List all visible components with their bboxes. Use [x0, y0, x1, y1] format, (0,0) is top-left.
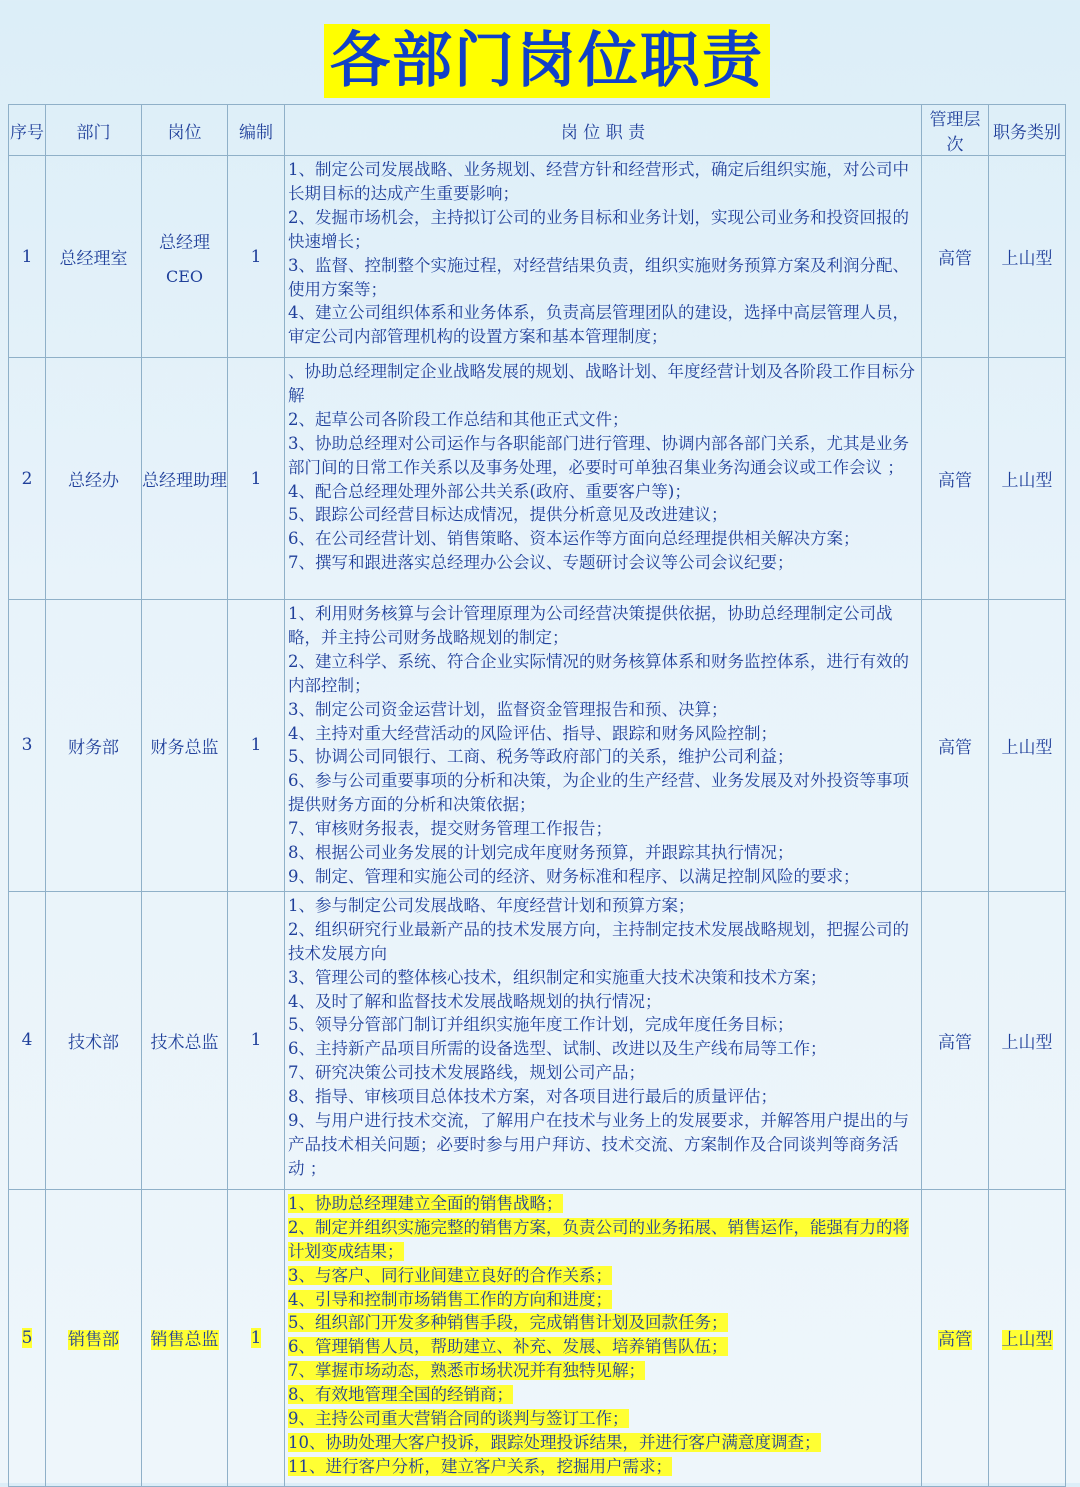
cell-no-text: 2 — [21, 468, 33, 489]
header-post: 岗位 — [142, 105, 228, 156]
duty-item — [288, 817, 919, 841]
duty-item-text: 7、审核财务报表，提交财务管理工作报告； — [288, 819, 612, 839]
cell-no-text: 4 — [21, 1030, 33, 1051]
duty-item-text: 6、在公司经营计划、销售策略、资本运作等方面向总经理提供相关解决方案； — [288, 529, 860, 549]
cell-dept — [46, 600, 142, 892]
header-row — [9, 105, 1066, 156]
cell-type — [989, 1189, 1066, 1486]
cell-type-text: 上山型 — [1001, 1330, 1053, 1351]
duty-item-text: 5、协调公司同银行、工商、税务等政府部门的关系，维护公司利益； — [288, 747, 794, 767]
duty-item-text: 1、制定公司发展战略、业务规划、经营方针和经营形式，确定后组织实施，对公司中长期目标的达成产生重要影响； — [288, 160, 909, 203]
duty-item-text: 7、撰写和跟进落实总经理办公会议、专题研讨会议等公司会议纪要； — [288, 553, 794, 573]
duty-item-text: 2、制定并组织实施完整的销售方案，负责公司的业务拓展、销售运作，能强有力的将计划变成结果； — [288, 1217, 909, 1261]
duty-item — [288, 1383, 919, 1407]
cell-level-text: 高管 — [938, 471, 972, 491]
duty-item-text: 8、有效地管理全国的经销商； — [288, 1385, 513, 1405]
cell-type — [989, 891, 1066, 1189]
cell-dept — [46, 1189, 142, 1486]
duty-item-text: 6、管理销售人员，帮助建立、补充、发展、培养销售队伍； — [288, 1337, 728, 1357]
header-no: 序号 — [9, 105, 46, 156]
duty-item-text: 1、利用财务核算与会计管理原理为公司经营决策提供依据，协助总经理制定公司战略，并主持公司财务战略规划的制定； — [288, 604, 893, 647]
cell-no — [9, 1189, 46, 1486]
duty-item — [288, 1455, 919, 1479]
cell-no — [9, 156, 46, 358]
cell-duties — [285, 1189, 922, 1486]
duty-item — [288, 894, 919, 918]
cell-type — [989, 358, 1066, 600]
cell-no — [9, 891, 46, 1189]
table-row — [9, 600, 1066, 892]
duty-item-text: 3、制定公司资金运营计划，监督资金管理报告和预、决算； — [288, 699, 728, 719]
duty-item — [288, 650, 919, 698]
cell-type-text: 上山型 — [1001, 471, 1053, 491]
cell-post — [142, 1189, 228, 1486]
duty-item — [288, 158, 919, 206]
cell-no-text: 5 — [21, 1327, 33, 1348]
cell-level — [922, 891, 989, 1189]
duty-item-text: 11、进行客户分析，建立客户关系，挖掘用户需求； — [288, 1456, 672, 1476]
cell-post-text: 总经理 — [159, 232, 210, 253]
header-dept: 部门 — [46, 105, 142, 156]
duty-item — [288, 769, 919, 817]
duty-item — [288, 551, 919, 575]
header-type: 职务类别 — [989, 105, 1066, 156]
duty-item — [288, 1288, 919, 1312]
cell-dept-text: 技术部 — [68, 1032, 119, 1053]
cell-post-text: 财务总监 — [150, 737, 219, 758]
cell-level — [922, 156, 989, 358]
duty-item — [288, 1109, 919, 1181]
duty-item-text: 5、组织部门开发多种销售手段，完成销售计划及回款任务； — [288, 1313, 728, 1333]
duty-item-text: 2、建立科学、系统、符合企业实际情况的财务核算体系和财务监控体系，进行有效的内部控制； — [288, 651, 909, 695]
duty-item — [288, 1311, 919, 1335]
duty-item — [288, 432, 919, 480]
cell-no — [9, 600, 46, 892]
cell-staff — [228, 156, 285, 358]
duty-item — [288, 480, 919, 504]
cell-level-text: 高管 — [938, 737, 972, 758]
duty-item-text: 3、协助总经理对公司运作与各职能部门进行管理、协调内部各部门关系，尤其是业务部门间的日常工作关系以及事务处理，必要时可单独召集业务沟通会议或工作会议 ； — [288, 433, 909, 477]
duty-item — [288, 527, 919, 551]
cell-level-text: 高管 — [938, 1330, 972, 1351]
page-title: 各部门岗位职责 — [324, 24, 770, 98]
duty-item — [288, 722, 919, 746]
duty-item-text: 5、跟踪公司经营目标达成情况，提供分析意见及改进建议； — [288, 505, 728, 525]
cell-post-text: 总经理助理 — [142, 471, 227, 491]
cell-level — [922, 358, 989, 600]
cell-dept-text: 总经理室 — [59, 249, 128, 269]
duty-item — [288, 1037, 919, 1061]
cell-post — [142, 891, 228, 1189]
duty-item — [288, 698, 919, 722]
cell-duties — [285, 156, 922, 358]
duty-item-text: 5、领导分管部门制订并组织实施年度工作计划，完成年度任务目标； — [288, 1015, 794, 1035]
duty-item — [288, 966, 919, 990]
duty-item — [288, 745, 919, 769]
cell-level-text: 高管 — [938, 249, 972, 269]
table-row — [9, 358, 1066, 600]
cell-staff-text: 1 — [250, 468, 262, 489]
duty-item — [288, 1216, 919, 1264]
duty-item-text: 4、及时了解和监督技术发展战略规划的执行情况； — [288, 991, 662, 1011]
cell-staff-text: 1 — [250, 735, 262, 756]
duty-item-text: 10、协助处理大客户投诉，跟踪处理投诉结果，并进行客户满意度调查； — [288, 1432, 821, 1452]
duty-item-text: 4、引导和控制市场销售工作的方向和进度； — [288, 1289, 612, 1309]
duty-item — [288, 865, 919, 889]
duty-item — [288, 1192, 919, 1216]
duty-item — [288, 1431, 919, 1455]
duty-item-text: 6、参与公司重要事项的分析和决策，为企业的生产经营、业务发展及对外投资等事项提供财务方面的分析和决策依据； — [288, 771, 909, 815]
duty-item — [288, 918, 919, 966]
cell-type-text: 上山型 — [1001, 249, 1053, 269]
duty-item — [288, 301, 919, 349]
table-row — [9, 891, 1066, 1189]
duty-item-text: 9、制定、管理和实施公司的经济、财务标准和程序、以满足控制风险的要求； — [288, 866, 860, 886]
header-duties: 岗 位 职 责 — [285, 105, 922, 156]
duty-item — [288, 841, 919, 865]
duty-item — [288, 1407, 919, 1431]
cell-staff — [228, 891, 285, 1189]
duty-item — [288, 254, 919, 302]
cell-duties — [285, 600, 922, 892]
duty-item — [288, 1085, 919, 1109]
cell-no — [9, 358, 46, 600]
cell-post-text: 技术总监 — [150, 1032, 219, 1053]
cell-duties — [285, 891, 922, 1189]
duty-item-text: 2、发掘市场机会，主持拟订公司的业务目标和业务计划，实现公司业务和投资回报的快速增长； — [288, 207, 909, 251]
duty-item-text: 1、参与制定公司发展战略、年度经营计划和预算方案； — [288, 895, 695, 915]
cell-post-text: 销售总监 — [150, 1330, 219, 1351]
cell-type — [989, 600, 1066, 892]
cell-dept — [46, 358, 142, 600]
duty-item-text: 8、根据公司业务发展的计划完成年度财务预算，并跟踪其执行情况； — [288, 843, 794, 863]
cell-dept-text: 销售部 — [68, 1330, 119, 1351]
duty-item — [288, 408, 919, 432]
duty-item — [288, 602, 919, 650]
cell-type — [989, 156, 1066, 358]
duty-item — [288, 990, 919, 1014]
cell-dept — [46, 156, 142, 358]
post-sub-label: CEO — [165, 266, 204, 286]
duty-item-text: 4、配合总经理处理外部公共关系(政府、重要客户等)； — [288, 481, 691, 501]
cell-type-text: 上山型 — [1001, 1032, 1053, 1053]
duty-item-text: 4、建立公司组织体系和业务体系，负责高层管理团队的建设，选择中高层管理人员，审定公司内部管理机构的设置方案和基本管理制度； — [288, 303, 909, 347]
cell-post — [142, 358, 228, 600]
cell-staff-text: 1 — [250, 1327, 262, 1348]
header-staff: 编制 — [228, 105, 285, 156]
cell-post — [142, 156, 228, 358]
duty-item-text: 3、与客户、同行业间建立良好的合作关系； — [288, 1265, 612, 1285]
duty-item-text: 、协助总经理制定企业战略发展的规划、战略计划、年度经营计划及各阶段工作目标分解 — [288, 362, 915, 405]
cell-level — [922, 600, 989, 892]
duty-item — [288, 206, 919, 254]
duty-item — [288, 503, 919, 527]
duty-item-text: 9、主持公司重大营销合同的谈判与签订工作； — [288, 1409, 629, 1429]
cell-staff — [228, 358, 285, 600]
title-area — [0, 0, 1080, 104]
cell-staff — [228, 600, 285, 892]
duty-item-text: 7、研究决策公司技术发展路线，规划公司产品； — [288, 1063, 645, 1083]
cell-post — [142, 600, 228, 892]
duty-item-text: 6、主持新产品项目所需的设备选型、试制、改进以及生产线布局等工作； — [288, 1039, 827, 1059]
cell-staff — [228, 1189, 285, 1486]
cell-no-text: 3 — [21, 735, 33, 756]
duty-item — [288, 1335, 919, 1359]
table-row — [9, 156, 1066, 358]
duty-item — [288, 1013, 919, 1037]
duty-item-text: 3、管理公司的整体核心技术，组织制定和实施重大技术决策和技术方案； — [288, 967, 827, 987]
duty-item — [288, 1061, 919, 1085]
cell-level — [922, 1189, 989, 1486]
duty-item-text: 4、主持对重大经营活动的风险评估、指导、跟踪和财务风险控制； — [288, 723, 777, 743]
duty-item-text: 8、指导、审核项目总体技术方案，对各项目进行最后的质量评估； — [288, 1087, 777, 1107]
duty-item-text: 7、掌握市场动态，熟悉市场状况并有独特见解； — [288, 1361, 645, 1381]
header-level: 管理层次 — [922, 105, 989, 156]
cell-staff-text: 1 — [250, 1030, 262, 1051]
duties-table — [8, 104, 1066, 1487]
cell-no-text: 1 — [21, 246, 33, 267]
duty-item-text: 9、与用户进行技术交流，了解用户在技术与业务上的发展要求，并解答用户提出的与产品技术相关问题；必要时参与用户拜访、技术交流、方案制作及合同谈判等商务活 动 ； — [288, 1111, 909, 1178]
cell-duties — [285, 358, 922, 600]
duty-item-text: 2、起草公司各阶段工作总结和其他正式文件； — [288, 409, 629, 429]
cell-level-text: 高管 — [938, 1032, 972, 1053]
cell-dept-text: 财务部 — [68, 737, 119, 758]
table-row — [9, 1189, 1066, 1486]
duty-item — [288, 1359, 919, 1383]
duty-item-text: 1、协助总经理建立全面的销售战略； — [288, 1193, 563, 1213]
cell-dept-text: 总经办 — [68, 471, 119, 491]
cell-type-text: 上山型 — [1001, 737, 1053, 758]
cell-staff-text: 1 — [250, 246, 262, 267]
duty-item-text: 2、组织研究行业最新产品的技术发展方向，主持制定技术发展战略规划，把握公司的技术发展方向 — [288, 919, 909, 963]
duty-item-text: 3、监督、控制整个实施过程，对经营结果负责，组织实施财务预算方案及利润分配、使用方案等； — [288, 255, 909, 299]
duty-item — [288, 1264, 919, 1288]
cell-dept — [46, 891, 142, 1189]
duty-item — [288, 360, 919, 408]
